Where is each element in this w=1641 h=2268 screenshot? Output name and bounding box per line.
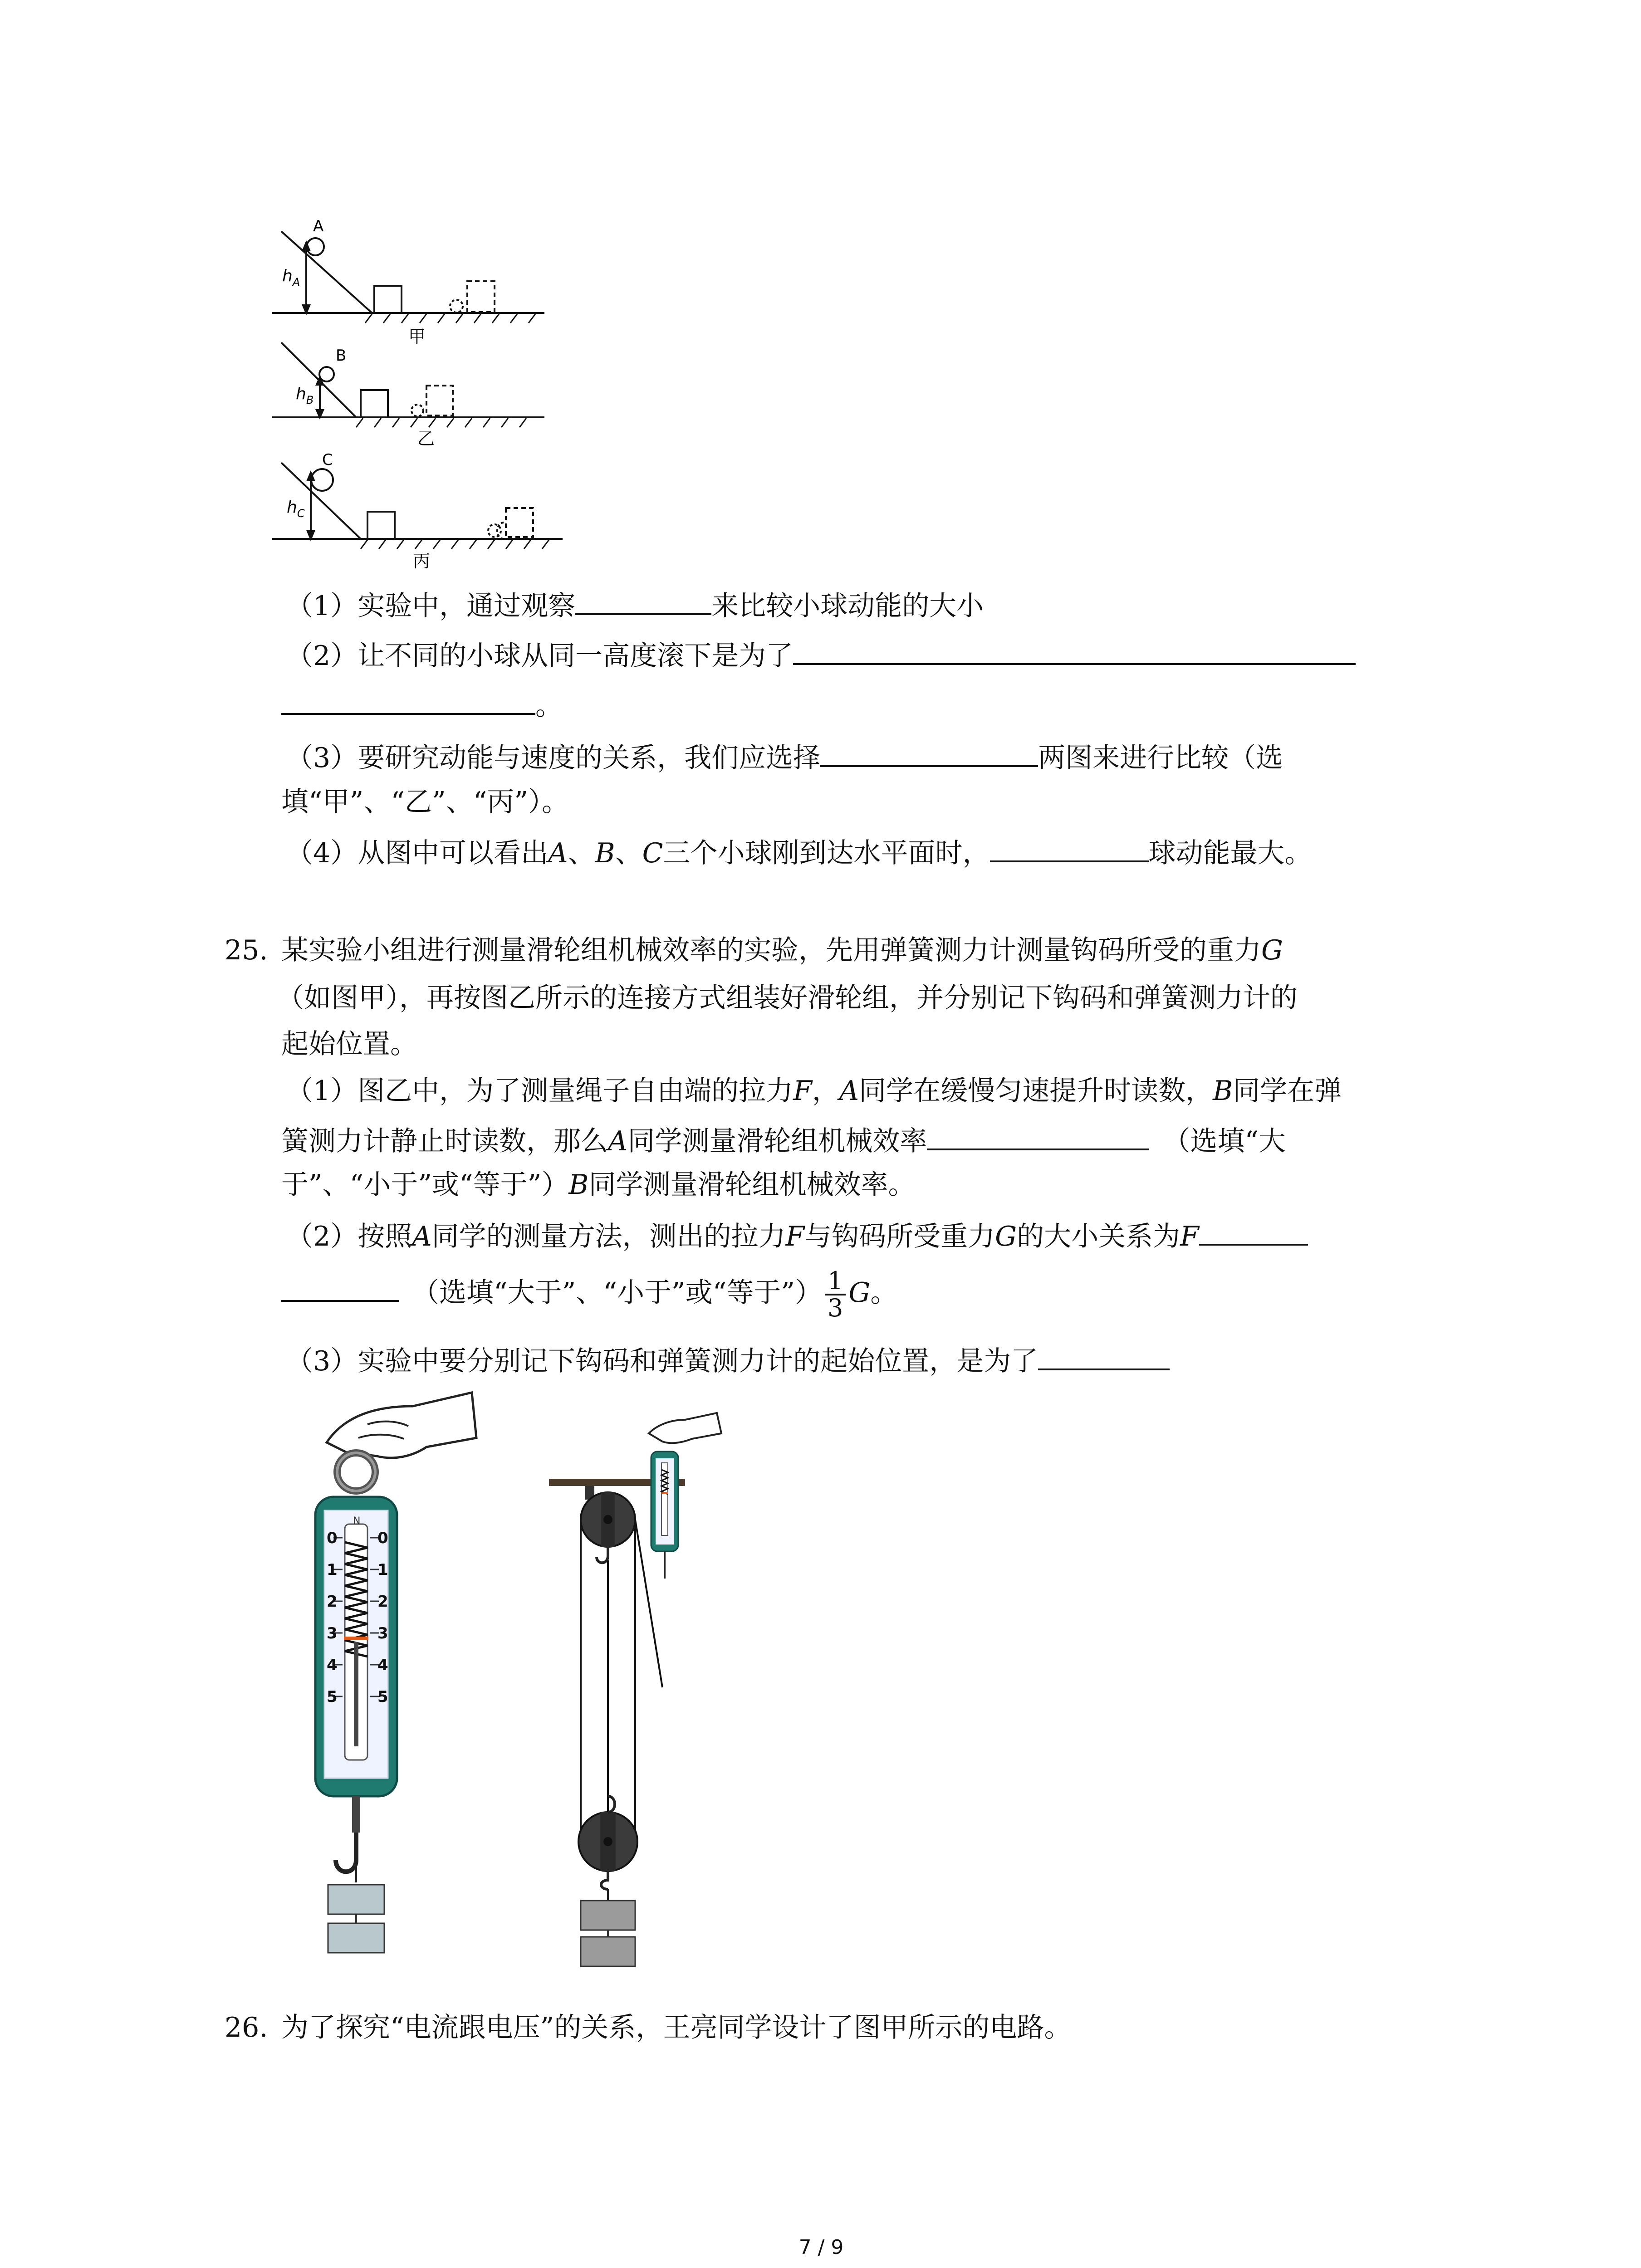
answer-blank-25-2a[interactable] [1199,1216,1308,1246]
scale-tick-left-4: 4 [327,1656,338,1674]
answer-blank-24-2a[interactable] [793,635,1356,665]
scale-tick-right-5: 5 [377,1688,388,1706]
q25-part2-line2: （选填“大于”、“小于”或“等于”） $\frac{1}{3}$ G。 [281,1266,897,1321]
ball-label-b: B [336,347,347,365]
pulley-weight-bottom [581,1937,635,1966]
answer-blank-25-3[interactable] [1038,1340,1170,1370]
spring-scale-figure [277,1388,485,1969]
panel-label-bing: 丙 [413,551,431,571]
answer-blank-24-4[interactable] [990,832,1149,862]
fraction-one-third: $\frac{1}{3}$ [825,1268,846,1321]
weight-block-bottom [328,1923,384,1953]
q24-part2-cont: 。 [281,685,563,724]
scale-tick-right-0: 0 [377,1529,388,1547]
q24-part1: （1）实验中，通过观察 来比较小球动能的大小 [286,585,984,624]
q25-intro-line1: 某实验小组进行测量滑轮组机械效率的实验，先用弹簧测力计测量钩码所受的重力G [281,934,1283,966]
scale-tick-left-3: 3 [327,1624,338,1642]
ball-label-a: A [313,218,324,235]
page-number: 7 / 9 [798,2236,844,2259]
scale-unit-label: N [353,1515,361,1527]
scale-tick-right-2: 2 [377,1593,388,1611]
q25-part1-line2: 簧测力计静止时读数，那么A同学测量滑轮组机械效率 （选填“大 [281,1120,1286,1159]
panel-label-yi: 乙 [417,429,435,449]
answer-blank-24-3[interactable] [820,737,1038,767]
q25-intro-line3: 起始位置。 [281,1028,417,1060]
small-hand-icon [649,1413,721,1443]
q25-part1-line1: （1）图乙中，为了测量绳子自由端的拉力F，A同学在缓慢匀速提升时读数，B同学在弹 [286,1075,1342,1107]
height-label-b: $h_B$ [296,385,314,406]
question-number-26: 26. [225,2012,268,2043]
answer-blank-24-1[interactable] [575,585,711,615]
height-label-a: $h_A$ [282,267,300,288]
q25-part2-line1: （2）按照A同学的测量方法，测出的拉力F与钩码所受重力G的大小关系为F [286,1216,1308,1255]
kinetic-energy-figure [263,218,590,581]
hand-icon [327,1393,476,1458]
answer-blank-24-2b[interactable] [281,685,535,715]
hook-icon [336,1833,356,1872]
q25-part3: （3）实验中要分别记下钩码和弹簧测力计的起始位置，是为了 [286,1340,1170,1379]
question-number-25: 25. [225,934,268,966]
answer-blank-25-1[interactable] [927,1120,1149,1150]
q24-part3: （3）要研究动能与速度的关系，我们应选择 两图来进行比较（选 [286,737,1283,776]
scale-tick-left-2: 2 [327,1593,338,1611]
scale-tick-right-4: 4 [377,1656,388,1674]
q26-text: 为了探究“电流跟电压”的关系，王亮同学设计了图甲所示的电路。 [281,2012,1072,2043]
answer-blank-25-2b[interactable] [281,1272,399,1302]
q25-part1-line3: 于”、“小于”或“等于”）B同学测量滑轮组机械效率。 [281,1169,916,1201]
scale-tick-right-3: 3 [377,1624,388,1642]
pulley-weight-top [581,1901,635,1930]
panel-label-jia: 甲 [408,327,426,347]
scale-tick-left-5: 5 [327,1688,338,1706]
height-label-c: $h_C$ [287,498,305,520]
q24-part3-cont: 填“甲”、“乙”、“丙”）。 [281,786,569,818]
q25-intro-line2: （如图甲），再按图乙所示的连接方式组装好滑轮组，并分别记下钩码和弹簧测力计的 [277,982,1298,1014]
pulley-block-figure [535,1388,744,1969]
q24-part4: （4）从图中可以看出A、B、C三个小球刚到达水平面时， 球动能最大。 [286,832,1312,871]
q24-part2: （2）让不同的小球从同一高度滚下是为了 [286,635,1356,674]
weight-block-top [328,1885,384,1914]
ball-label-c: C [322,451,333,469]
scale-tick-left-1: 1 [327,1561,338,1579]
scale-tick-left-0: 0 [327,1529,338,1547]
scale-tick-right-1: 1 [377,1561,388,1579]
